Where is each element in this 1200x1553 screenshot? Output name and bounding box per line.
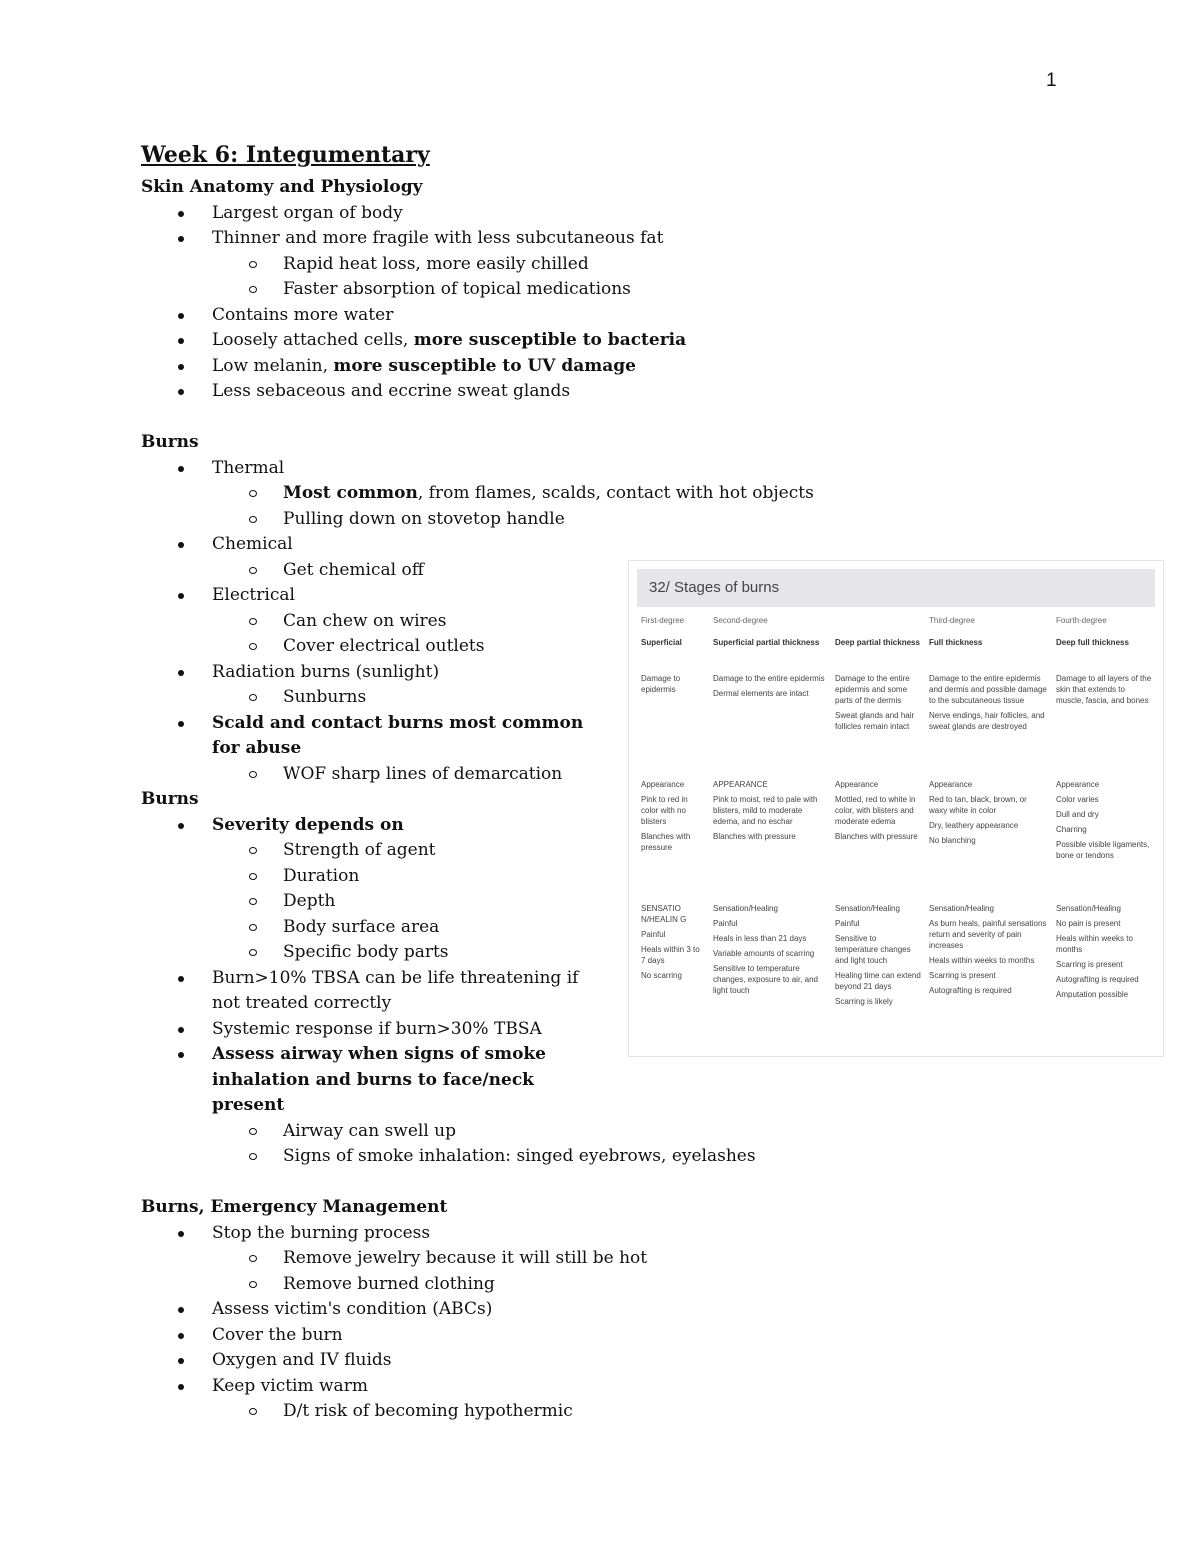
figure-appearance-cell bbox=[929, 779, 1047, 850]
burn-stages-figure bbox=[628, 560, 1164, 1057]
document-title: Week 6: Integumentary bbox=[141, 142, 430, 168]
figure-cell-text: Scarring is present bbox=[1056, 960, 1123, 969]
figure-damage-cell bbox=[929, 673, 1047, 736]
figure-cell-text: No blanching bbox=[929, 836, 976, 845]
figure-col-header: Fourth-degree bbox=[1056, 616, 1107, 625]
figure-col-header: Third-degree bbox=[929, 616, 975, 625]
figure-cell-text: Dull and dry bbox=[1056, 810, 1099, 819]
figure-sensation-cell bbox=[929, 903, 1047, 1000]
list-item bbox=[141, 328, 1021, 354]
figure-cell-text: Painful bbox=[641, 930, 666, 939]
figure-cell-text: Mottled, red to white in color, with blisters and moderate edema bbox=[835, 795, 916, 826]
figure-cell-text: Nerve endings, hair follicles, and sweat glands are destroyed bbox=[929, 711, 1045, 731]
figure-cell-text: Amputation possible bbox=[1056, 990, 1129, 999]
text-run: , from flames, scalds, contact with hot objects bbox=[417, 483, 814, 503]
figure-cell-text: Painful bbox=[835, 919, 860, 928]
sub-list-item bbox=[141, 481, 1021, 507]
list-item: Chemical bbox=[141, 532, 1021, 558]
bold-text-run: Severity depends on bbox=[212, 814, 404, 835]
figure-cell-label: Sensation/Healing bbox=[929, 904, 994, 913]
figure-cell-text: Autografting is required bbox=[1056, 975, 1139, 984]
list-item: Contains more water bbox=[141, 303, 1021, 329]
figure-cell-text: As burn heals, painful sensations return and severity of pain increases bbox=[929, 919, 1047, 950]
figure-damage-cell bbox=[641, 673, 705, 699]
figure-burn-type: Superficial partial thickness bbox=[713, 638, 820, 647]
list-item: Burn>10% TBSA can be life threatening if not treated correctly bbox=[141, 966, 592, 1017]
sub-list-item: Remove jewelry because it will still be hot bbox=[141, 1246, 1021, 1272]
sub-list-item: D/t risk of becoming hypothermic bbox=[141, 1399, 1021, 1425]
figure-cell-text: Blanches with pressure bbox=[641, 832, 691, 852]
sub-list-item: Specific body parts bbox=[141, 940, 1021, 966]
bold-text-run: Scald and contact burns most common for abuse bbox=[212, 712, 584, 758]
figure-cell-text: Heals within weeks to months bbox=[1056, 934, 1133, 954]
figure-cell-text: Damage to the entire epidermis and dermis and possible damage to the subcutaneous tissue bbox=[929, 674, 1047, 705]
list-item: Cover the burn bbox=[141, 1323, 1021, 1349]
list-item: Electrical bbox=[141, 583, 1021, 609]
figure-appearance-cell bbox=[1056, 779, 1152, 865]
figure-sensation-cell bbox=[641, 903, 705, 985]
figure-cell-text: Sweat glands and hair follicles remain intact bbox=[835, 711, 915, 731]
sub-list-item: Duration bbox=[141, 864, 1021, 890]
figure-col-header: Second-degree bbox=[713, 616, 768, 625]
figure-cell-text: Damage to all layers of the skin that extends to muscle, fascia, and bones bbox=[1056, 674, 1152, 705]
figure-cell-text: Pink to red in color with no blisters bbox=[641, 795, 688, 826]
figure-cell-text: Possible visible ligaments, bone or tendons bbox=[1056, 840, 1150, 860]
emergency-list bbox=[141, 1221, 1021, 1425]
page-number: 1 bbox=[1046, 70, 1057, 91]
sub-list-item: Body surface area bbox=[141, 915, 1021, 941]
sub-list-item: Remove burned clothing bbox=[141, 1272, 1021, 1298]
figure-cell-label: APPEARANCE bbox=[713, 780, 768, 789]
figure-cell-label: Sensation/Healing bbox=[835, 904, 900, 913]
list-item: Keep victim warm bbox=[141, 1374, 1021, 1400]
figure-cell-text: No pain is present bbox=[1056, 919, 1121, 928]
figure-cell-text: Heals in less than 21 days bbox=[713, 934, 807, 943]
figure-damage-cell bbox=[1056, 673, 1152, 710]
sub-list-item: WOF sharp lines of demarcation bbox=[141, 762, 1021, 788]
figure-cell-label: Appearance bbox=[929, 780, 973, 789]
figure-appearance-cell bbox=[713, 779, 825, 846]
figure-cell-text: Damage to the entire epidermis bbox=[713, 674, 825, 683]
list-item: Thermal bbox=[141, 456, 1021, 482]
sub-list-item: Airway can swell up bbox=[141, 1119, 1021, 1145]
list-item: Assess victim's condition (ABCs) bbox=[141, 1297, 1021, 1323]
figure-burn-type: Deep partial thickness bbox=[835, 638, 920, 647]
text-run: Loosely attached cells, bbox=[212, 330, 414, 350]
figure-cell-text: Variable amounts of scarring bbox=[713, 949, 815, 958]
sub-list-item: Can chew on wires bbox=[141, 609, 1021, 635]
figure-cell-label: SENSATIO N/HEALIN G bbox=[641, 904, 687, 924]
figure-appearance-cell bbox=[835, 779, 921, 846]
figure-sensation-cell bbox=[713, 903, 825, 1000]
figure-cell-text: Sensitive to temperature changes and light touch bbox=[835, 934, 911, 965]
figure-cell-text: Color varies bbox=[1056, 795, 1099, 804]
sub-list-item: Pulling down on stovetop handle bbox=[141, 507, 1021, 533]
figure-cell-text: Dermal elements are intact bbox=[713, 689, 809, 698]
list-item bbox=[141, 711, 592, 762]
list-item: Largest organ of body bbox=[141, 201, 1021, 227]
figure-cell-text: No scarring bbox=[641, 971, 682, 980]
list-item bbox=[141, 354, 1021, 380]
figure-sensation-cell bbox=[1056, 903, 1152, 1004]
figure-cell-text: Heals within weeks to months bbox=[929, 956, 1035, 965]
figure-cell-text: Heals within 3 to 7 days bbox=[641, 945, 700, 965]
sub-list-item: Cover electrical outlets bbox=[141, 634, 1021, 660]
figure-cell-text: Red to tan, black, brown, or waxy white in color bbox=[929, 795, 1027, 815]
figure-cell-text: Damage to the entire epidermis and some parts of the dermis bbox=[835, 674, 910, 705]
sub-list-item: Rapid heat loss, more easily chilled bbox=[141, 252, 1021, 278]
text-run: Low melanin, bbox=[212, 355, 334, 376]
section-heading-emergency: Burns, Emergency Management bbox=[141, 1197, 448, 1217]
sub-list-item: Faster absorption of topical medications bbox=[141, 277, 1021, 303]
figure-cell-text: Damage to epidermis bbox=[641, 674, 681, 694]
list-item: Systemic response if burn>30% TBSA bbox=[141, 1017, 1021, 1043]
figure-cell-text: Blanches with pressure bbox=[835, 832, 918, 841]
figure-cell-text: Sensitive to temperature changes, exposure to air, and light touch bbox=[713, 964, 818, 995]
bold-text-run: Most common bbox=[283, 483, 418, 503]
figure-burn-type: Superficial bbox=[641, 638, 682, 647]
anatomy-list bbox=[141, 201, 1021, 405]
bold-text-run: more susceptible to UV damage bbox=[333, 355, 636, 376]
list-item: Less sebaceous and eccrine sweat glands bbox=[141, 379, 1021, 405]
sub-list-item: Depth bbox=[141, 889, 1021, 915]
figure-cell-label: Sensation/Healing bbox=[1056, 904, 1121, 913]
figure-title: 32/ Stages of burns bbox=[637, 569, 1155, 607]
section-heading-burns: Burns bbox=[141, 432, 199, 452]
figure-damage-cell bbox=[835, 673, 921, 736]
bold-text-run: more susceptible to bacteria bbox=[413, 330, 687, 350]
sub-list-item: Get chemical off bbox=[141, 558, 1021, 584]
list-item: Radiation burns (sunlight) bbox=[141, 660, 1021, 686]
figure-damage-cell bbox=[713, 673, 825, 703]
sub-list-item: Strength of agent bbox=[141, 838, 1021, 864]
figure-cell-text: Charring bbox=[1056, 825, 1087, 834]
section-heading-burns-severity: Burns bbox=[141, 789, 199, 809]
figure-cell-text: Healing time can extend beyond 21 days bbox=[835, 971, 921, 991]
bold-text-run: Assess airway when signs of smoke inhalation and burns to face/neck present bbox=[212, 1044, 546, 1115]
sub-list-item: Signs of smoke inhalation: singed eyebrows, eyelashes bbox=[141, 1144, 1021, 1170]
figure-cell-text: Scarring is present bbox=[929, 971, 996, 980]
list-item: Thinner and more fragile with less subcutaneous fat bbox=[141, 226, 1021, 252]
figure-sensation-cell bbox=[835, 903, 921, 1011]
figure-cell-text: Pink to moist, red to pale with blisters, mild to moderate edema, and no eschar bbox=[713, 795, 818, 826]
figure-cell-text: Scarring is likely bbox=[835, 997, 893, 1006]
figure-appearance-cell bbox=[641, 779, 705, 857]
figure-cell-label: Appearance bbox=[835, 780, 879, 789]
figure-cell-text: Autografting is required bbox=[929, 986, 1012, 995]
figure-cell-label: Appearance bbox=[1056, 780, 1100, 789]
list-item: Oxygen and IV fluids bbox=[141, 1348, 1021, 1374]
figure-cell-text: Blanches with pressure bbox=[713, 832, 796, 841]
figure-cell-text: Painful bbox=[713, 919, 738, 928]
section-heading-anatomy: Skin Anatomy and Physiology bbox=[141, 177, 423, 197]
figure-cell-label: Appearance bbox=[641, 780, 685, 789]
figure-cell-label: Sensation/Healing bbox=[713, 904, 778, 913]
figure-burn-type: Deep full thickness bbox=[1056, 638, 1129, 647]
figure-burn-type: Full thickness bbox=[929, 638, 983, 647]
sub-list-item: Sunburns bbox=[141, 685, 1021, 711]
figure-col-header: First-degree bbox=[641, 616, 685, 625]
list-item bbox=[141, 1042, 592, 1119]
figure-cell-text: Dry, leathery appearance bbox=[929, 821, 1019, 830]
list-item: Stop the burning process bbox=[141, 1221, 1021, 1247]
